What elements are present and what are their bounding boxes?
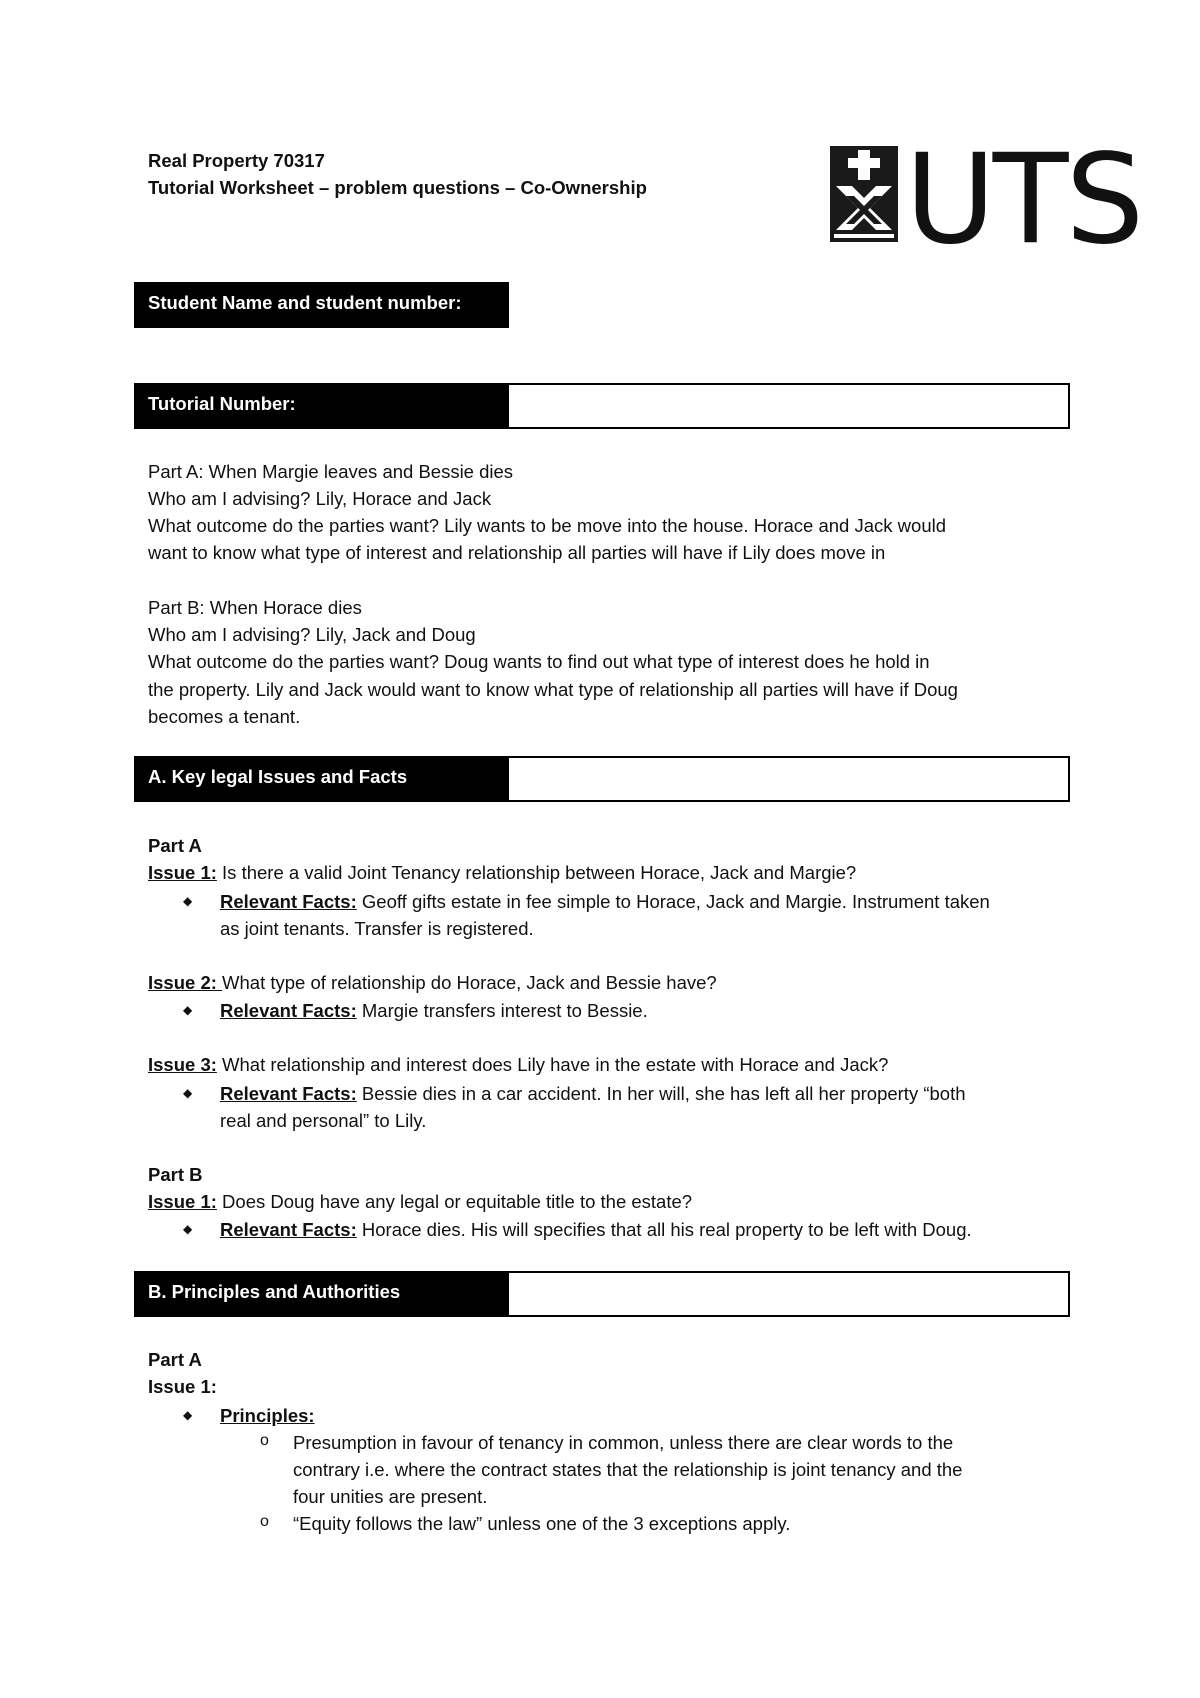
- worksheet-subtitle: Tutorial Worksheet – problem questions – Co-Ownership: [148, 177, 647, 198]
- issue-3-facts-line-2: real and personal” to Lily.: [220, 1110, 427, 1131]
- student-name-label: Student Name and student number:: [134, 282, 509, 328]
- section-a-box: [509, 756, 1070, 802]
- facts-label: Relevant Facts:: [220, 891, 357, 912]
- principle-1-line-3: four unities are present.: [293, 1486, 488, 1507]
- section-b-label: B. Principles and Authorities: [134, 1271, 509, 1317]
- bullet-icon: ◆: [183, 894, 193, 908]
- intro-partB-outcome-3: becomes a tenant.: [148, 706, 301, 727]
- section-b-box: [509, 1271, 1070, 1317]
- facts-label: Relevant Facts:: [220, 1000, 357, 1021]
- bullet-icon: ◆: [183, 1222, 193, 1236]
- issue-3-facts-line-1: [220, 1083, 966, 1105]
- intro-partB-outcome-2: the property. Lily and Jack would want to know what type of relationship all parties will have if Doug: [148, 679, 958, 700]
- issue-1-facts-line-2: as joint tenants. Transfer is registered.: [220, 918, 534, 939]
- section-a-header: [134, 756, 1070, 802]
- principle-1-line-2: contrary i.e. where the contract states that the relationship is joint tenancy and the: [293, 1459, 963, 1480]
- issue-3-line: [148, 1054, 888, 1076]
- bullet-icon: ◆: [183, 1086, 193, 1100]
- tutorial-number-label: Tutorial Number:: [134, 383, 509, 429]
- issue-1-facts-line-1: [220, 891, 990, 913]
- issue-2-facts-text: Margie transfers interest to Bessie.: [356, 1000, 648, 1021]
- issue-1-line: [148, 862, 856, 884]
- intro-partA-outcome-2: want to know what type of interest and relationship all parties will have if Lily does move in: [148, 542, 886, 563]
- issue-3-label: Issue 3:: [148, 1054, 217, 1075]
- course-title: Real Property 70317: [148, 150, 325, 171]
- section-a-label: A. Key legal Issues and Facts: [134, 756, 509, 802]
- intro-partA-advising: Who am I advising? Lily, Horace and Jack: [148, 488, 492, 509]
- issue-2-line: [148, 972, 717, 994]
- issue-3-text: What relationship and interest does Lily have in the estate with Horace and Jack?: [216, 1054, 889, 1075]
- sub-bullet-icon: o: [260, 1513, 269, 1530]
- partB-issue-1-facts: [220, 1219, 972, 1241]
- principles-label: Principles:: [220, 1405, 315, 1426]
- sub-bullet-icon: o: [260, 1432, 269, 1449]
- uts-logo-text: UTS: [905, 128, 1142, 272]
- section-b-partA-heading: Part A: [148, 1349, 202, 1370]
- student-name-field: [134, 282, 509, 328]
- intro-partA-heading: Part A: When Margie leaves and Bessie dies: [148, 461, 514, 482]
- bullet-icon: ◆: [183, 1003, 193, 1017]
- partB-issue-1-text: Does Doug have any legal or equitable title to the estate?: [216, 1191, 693, 1212]
- section-b-header: [134, 1271, 1070, 1317]
- uts-crest-icon: [830, 146, 898, 242]
- section-a-partB-heading: Part B: [148, 1164, 203, 1185]
- issue-2-label: Issue 2:: [148, 972, 223, 993]
- intro-partB-advising: Who am I advising? Lily, Jack and Doug: [148, 624, 476, 645]
- tutorial-number-input[interactable]: [509, 383, 1070, 429]
- issue-1-label: Issue 1:: [148, 862, 217, 883]
- issue-3-facts-text: Bessie dies in a car accident. In her will, she has left all her property “both: [356, 1083, 966, 1104]
- issue-2-facts: [220, 1000, 648, 1022]
- tutorial-number-field: [134, 383, 1070, 429]
- issue-2-text: What type of relationship do Horace, Jack and Bessie have?: [222, 972, 717, 993]
- partB-issue-1-line: [148, 1191, 692, 1213]
- section-b-issue-1-label: Issue 1:: [148, 1376, 217, 1397]
- facts-label: Relevant Facts:: [220, 1219, 357, 1240]
- principle-2-line-1: “Equity follows the law” unless one of the 3 exceptions apply.: [293, 1513, 791, 1534]
- section-a-partA-heading: Part A: [148, 835, 202, 856]
- principle-1-line-1: Presumption in favour of tenancy in common, unless there are clear words to the: [293, 1432, 954, 1453]
- intro-partB-outcome-1: What outcome do the parties want? Doug wants to find out what type of interest does he hold in: [148, 651, 930, 672]
- issue-1-text: Is there a valid Joint Tenancy relationship between Horace, Jack and Margie?: [216, 862, 857, 883]
- facts-label: Relevant Facts:: [220, 1083, 357, 1104]
- issue-1-facts-text: Geoff gifts estate in fee simple to Horace, Jack and Margie. Instrument taken: [356, 891, 990, 912]
- partB-issue-1-facts-text: Horace dies. His will specifies that all his real property to be left with Doug.: [356, 1219, 972, 1240]
- bullet-icon: ◆: [183, 1408, 193, 1422]
- intro-partA-outcome-1: What outcome do the parties want? Lily wants to be move into the house. Horace and Jack would: [148, 515, 947, 536]
- intro-partB-heading: Part B: When Horace dies: [148, 597, 362, 618]
- partB-issue-1-label: Issue 1:: [148, 1191, 217, 1212]
